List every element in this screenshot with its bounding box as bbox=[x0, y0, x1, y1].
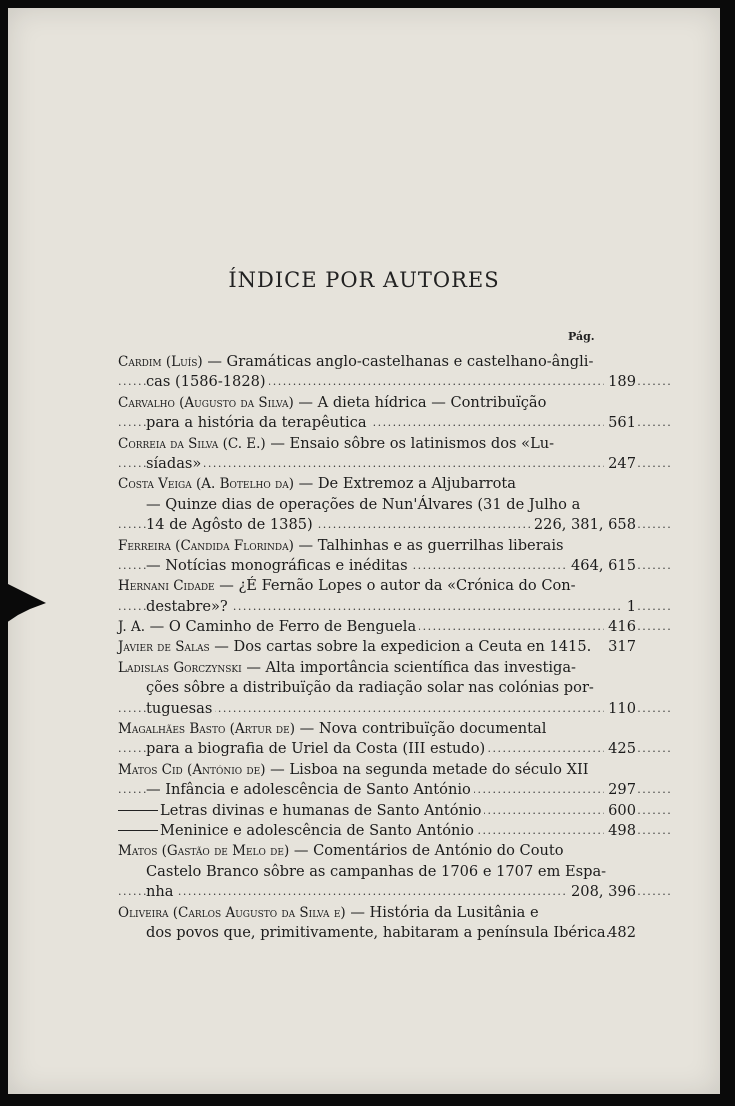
index-entry: Costa Veiga (A. Botelho da) — De Extremoz a Aljubarrota — Quinze dias de operações de Nun'Álvares (31 de Julho a . . . 14 de Agôsto de 1385) 226, 381, 658 bbox=[118, 474, 598, 535]
ditto-dash bbox=[118, 810, 158, 811]
page-column-label: Pág. bbox=[568, 330, 595, 343]
entry-page: 425 bbox=[604, 739, 636, 759]
entry-page: 498 bbox=[604, 821, 636, 841]
index-entry: Matos Cid (António de) — Lisboa na segunda metade do século XII . . . — Infância e adolescência de Santo António 297 bbox=[118, 760, 598, 801]
entry-page: 317 bbox=[608, 638, 636, 656]
entry-author: Javier de Salas bbox=[118, 639, 210, 656]
entry-page: 561 bbox=[604, 413, 636, 433]
entry-page: 482 bbox=[608, 923, 636, 941]
document-page bbox=[8, 8, 720, 1094]
index-entry: Hernani Cidade — ¿É Fernão Lopes o autor da «Crónica do Con- . . . destabre»? 1 bbox=[118, 576, 598, 617]
entry-author: Costa Veiga (A. Botelho da) bbox=[118, 476, 294, 493]
entry-author: Hernani Cidade bbox=[118, 578, 215, 595]
entry-author: Carvalho (Augusto da Silva) bbox=[118, 394, 294, 411]
index-entries bbox=[118, 352, 636, 943]
entry-page: 600 bbox=[604, 801, 636, 821]
page-tear bbox=[6, 583, 46, 623]
index-entry: Ladislas Gorczynski — Alta importância scientífica das investiga- ções sôbre a distribuïção da radiação solar nas colónias por- . . . tuguesas 110 bbox=[118, 658, 598, 719]
entry-page: 416 bbox=[604, 617, 636, 637]
entry-author: Cardim (Luís) bbox=[118, 354, 203, 370]
index-entry: Carvalho (Augusto da Silva) — A dieta hídrica — Contribuïção . . . para a história da terapêutica 561 bbox=[118, 393, 598, 434]
entry-author: Ladislas Gorczynski bbox=[118, 659, 242, 676]
entry-page: 226, 381, 658 bbox=[530, 515, 636, 535]
index-entry: Ferreira (Candida Florinda) — Talhinhas e as guerrilhas liberais . . . — Notícias monográficas e inéditas 464, 615 bbox=[118, 536, 598, 577]
entry-page: 110 bbox=[604, 699, 636, 719]
entry-author: Matos (Gastão de Melo de) bbox=[118, 843, 290, 860]
entry-author: J. A. bbox=[118, 619, 145, 636]
entry-page: 1 bbox=[623, 597, 636, 617]
entry-author: Matos Cid (António de) bbox=[118, 761, 266, 778]
index-entry: Javier de Salas — Dos cartas sobre la expedicion a Ceuta en 1415. 317 bbox=[118, 637, 598, 657]
index-entry: . . . Letras divinas e humanas de Santo António 600 bbox=[118, 801, 598, 821]
entry-page: 208, 396 bbox=[567, 882, 636, 902]
entry-page: 189 bbox=[604, 372, 636, 392]
index-entry: . . . Meninice e adolescência de Santo António 498 bbox=[118, 821, 598, 841]
index-entry: Magalhães Basto (Artur de) — Nova contribuïção documental . . . para a biografia de Uriel da Costa (III estudo) 425 bbox=[118, 719, 598, 760]
entry-author: Ferreira (Candida Florinda) bbox=[118, 537, 294, 554]
page-title: ÍNDICE POR AUTORES bbox=[228, 268, 500, 292]
index-entry: Oliveira (Carlos Augusto da Silva e) — História da Lusitânia e dos povos que, primitivamente, habitaram a península Ibérica. 482 bbox=[118, 903, 598, 944]
entry-page: 297 bbox=[604, 780, 636, 800]
index-entry: Matos (Gastão de Melo de) — Comentários de António do Couto Castelo Branco sôbre as campanhas de 1706 e 1707 em Espa- . . . nha 208, 396 bbox=[118, 841, 598, 902]
index-entry: Correia da Silva (C. E.) — Ensaio sôbre os latinismos dos «Lu- . . . síadas» 247 bbox=[118, 434, 598, 475]
entry-page: 247 bbox=[604, 454, 636, 474]
entry-page: 464, 615 bbox=[567, 556, 636, 576]
entry-author: Oliveira (Carlos Augusto da Silva e) bbox=[118, 904, 346, 921]
index-entry: . . . J. A. — O Caminho de Ferro de Benguela 416 bbox=[118, 617, 598, 637]
entry-author: Correia da Silva (C. E.) bbox=[118, 435, 266, 452]
ditto-dash bbox=[118, 830, 158, 831]
index-entry: Cardim (Luís) — Gramáticas anglo-castelhanas e castelhano-ângli- . . . cas (1586-1828) 189 bbox=[118, 352, 598, 393]
entry-author: Magalhães Basto (Artur de) bbox=[118, 721, 295, 738]
